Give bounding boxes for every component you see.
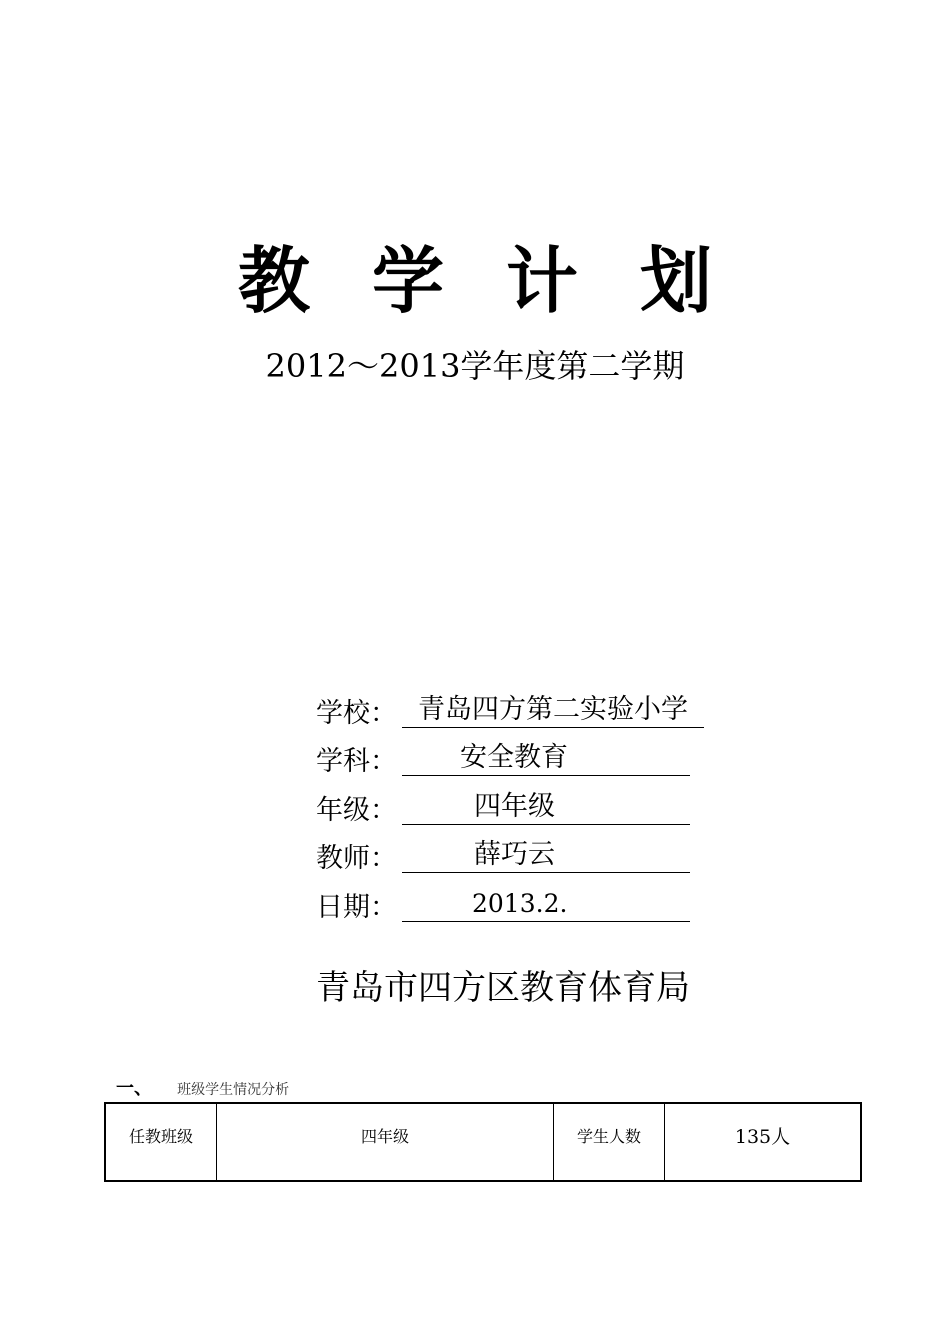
subject-label: 学科：	[316, 746, 397, 778]
section-heading	[116, 1077, 289, 1102]
subject-field	[402, 741, 690, 776]
grade-label: 年级：	[316, 794, 397, 826]
grade-value: 四年级	[474, 790, 555, 822]
class-value-cell: 四年级	[217, 1103, 554, 1181]
issuing-authority: 青岛市四方区教育体育局	[316, 968, 690, 1008]
teacher-value: 薛巧云	[474, 839, 555, 871]
info-row-school	[316, 686, 716, 735]
school-field	[402, 693, 704, 728]
teacher-label: 教师：	[316, 843, 397, 875]
section-title: 班级学生情况分析	[177, 1082, 290, 1098]
date-field	[402, 887, 690, 922]
date-value: 2013.2.	[472, 888, 568, 918]
students-label-cell: 学生人数	[554, 1103, 665, 1181]
school-value: 青岛四方第二实验小学	[418, 693, 688, 725]
info-block	[316, 686, 716, 929]
info-row-teacher	[316, 832, 716, 881]
class-label-cell: 任教班级	[105, 1103, 217, 1181]
document-subtitle: 2012～2013学年度第二学期	[265, 347, 685, 385]
school-label: 学校：	[316, 697, 397, 729]
section-number: 一、	[116, 1078, 152, 1099]
document-title: 教学计划	[237, 239, 774, 323]
teacher-field	[402, 838, 690, 873]
table-row	[105, 1103, 861, 1181]
date-label: 日期：	[316, 891, 397, 923]
info-row-subject	[316, 735, 716, 784]
class-info-table	[104, 1102, 862, 1182]
grade-field	[402, 790, 690, 825]
subject-value: 安全教育	[460, 742, 568, 774]
info-row-date	[316, 880, 716, 929]
students-value-cell: 135人	[665, 1103, 862, 1181]
info-row-grade	[316, 783, 716, 832]
